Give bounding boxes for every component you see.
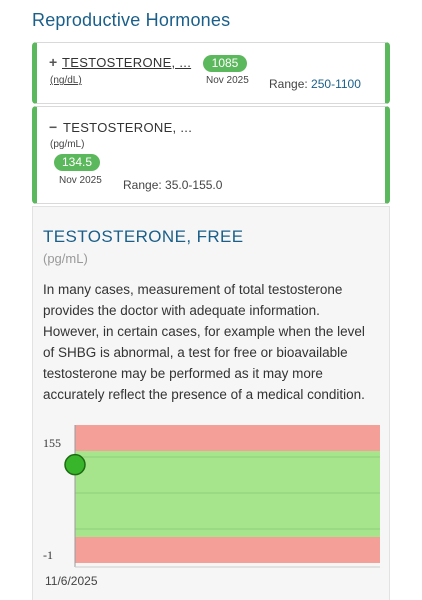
range-text — [269, 77, 361, 91]
value-badge: 134.5 — [54, 154, 100, 171]
collapse-icon[interactable]: − — [49, 119, 58, 135]
data-point[interactable] — [65, 455, 85, 475]
range-value: 35.0-155.0 — [165, 178, 223, 192]
band-normal — [75, 451, 380, 537]
band-low — [75, 537, 380, 563]
test-unit: (ng/dL) — [50, 75, 82, 86]
test-card-free[interactable] — [32, 106, 390, 204]
test-name[interactable]: TESTOSTERONE, ... — [62, 55, 192, 70]
test-date: Nov 2025 — [59, 175, 102, 186]
y-tick-label-bottom: -1 — [43, 548, 53, 562]
x-tick-label: 11/6/2025 — [45, 574, 98, 588]
value-badge: 1085 — [203, 55, 247, 72]
section-title: Reproductive Hormones — [32, 10, 231, 30]
range-text — [123, 178, 222, 192]
detail-unit: (pg/mL) — [43, 251, 88, 266]
range-label: Range: — [269, 77, 308, 91]
history-chart — [33, 421, 389, 571]
band-high — [75, 425, 380, 451]
test-name[interactable]: TESTOSTERONE, ... — [63, 120, 193, 135]
range-value: 250-1100 — [311, 77, 361, 91]
test-card-total[interactable] — [32, 42, 390, 104]
expand-icon[interactable]: + — [49, 54, 58, 70]
y-tick-label-top: 155 — [43, 436, 61, 450]
range-label: Range: — [123, 178, 162, 192]
detail-description: In many cases, measurement of total testosterone provides the doctor with adequate information. However, in certain cases, for example when the level of SHBG is abnormal, a test for free or bioavailable testosterone may be performed as it may more accurately reflect the presence of a medical condition. — [43, 282, 365, 402]
test-unit: (pg/mL) — [50, 139, 85, 150]
test-date: Nov 2025 — [206, 75, 249, 86]
detail-title: TESTOSTERONE, FREE — [43, 227, 244, 246]
detail-panel — [32, 206, 390, 600]
